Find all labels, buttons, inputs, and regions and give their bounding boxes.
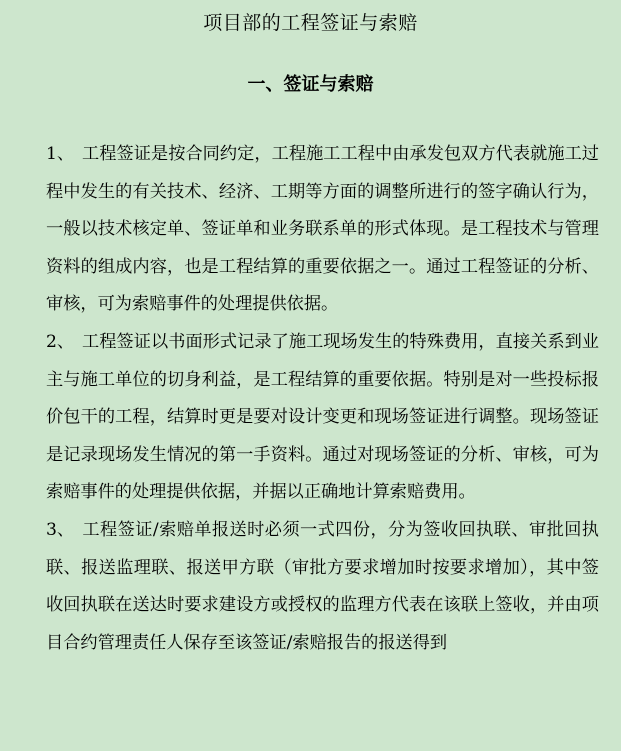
paragraph-2 bbox=[46, 324, 599, 512]
paragraph-number: 1、 bbox=[46, 144, 75, 164]
paragraph-text: 工程签证/索赔单报送时必须一式四份，分为签收回执联、审批回执联、报送监理联、报送甲方联（审批方要求增加时按要求增加），其中签收回执联在送达时要求建设方或授权的监理方代表在该联上签收，并由项目合约管理责任人保存至该签证/索赔报告的报送得到 bbox=[46, 519, 599, 653]
paragraph-text: 工程签证以书面形式记录了施工现场发生的特殊费用，直接关系到业主与施工单位的切身利益，是工程结算的重要依据。特别是对一些投标报价包干的工程，结算时更是要对设计变更和现场签证进行调整。现场签证是记录现场发生情况的第一手资料。通过对现场签证的分析、审核，可为索赔事件的处理提供依据，并据以正确地计算索赔费用。 bbox=[46, 331, 599, 503]
paragraph-1 bbox=[46, 136, 599, 324]
paragraph-text: 工程签证是按合同约定，工程施工工程中由承发包双方代表就施工过程中发生的有关技术、经济、工期等方面的调整所进行的签字确认行为，一般以技术核定单、签证单和业务联系单的形式体现。是工程技术与管理资料的组成内容，也是工程结算的重要依据之一。通过工程签证的分析、审核，可为索赔事件的处理提供依据。 bbox=[46, 144, 599, 315]
paragraph-3 bbox=[46, 512, 599, 662]
section-heading: 一、签证与索赔 bbox=[247, 74, 374, 95]
paragraph-number: 3、 bbox=[46, 519, 75, 540]
paragraph-number: 2、 bbox=[46, 331, 75, 352]
document-title: 项目部的工程签证与索赔 bbox=[203, 12, 418, 34]
paragraph-list bbox=[46, 136, 599, 662]
